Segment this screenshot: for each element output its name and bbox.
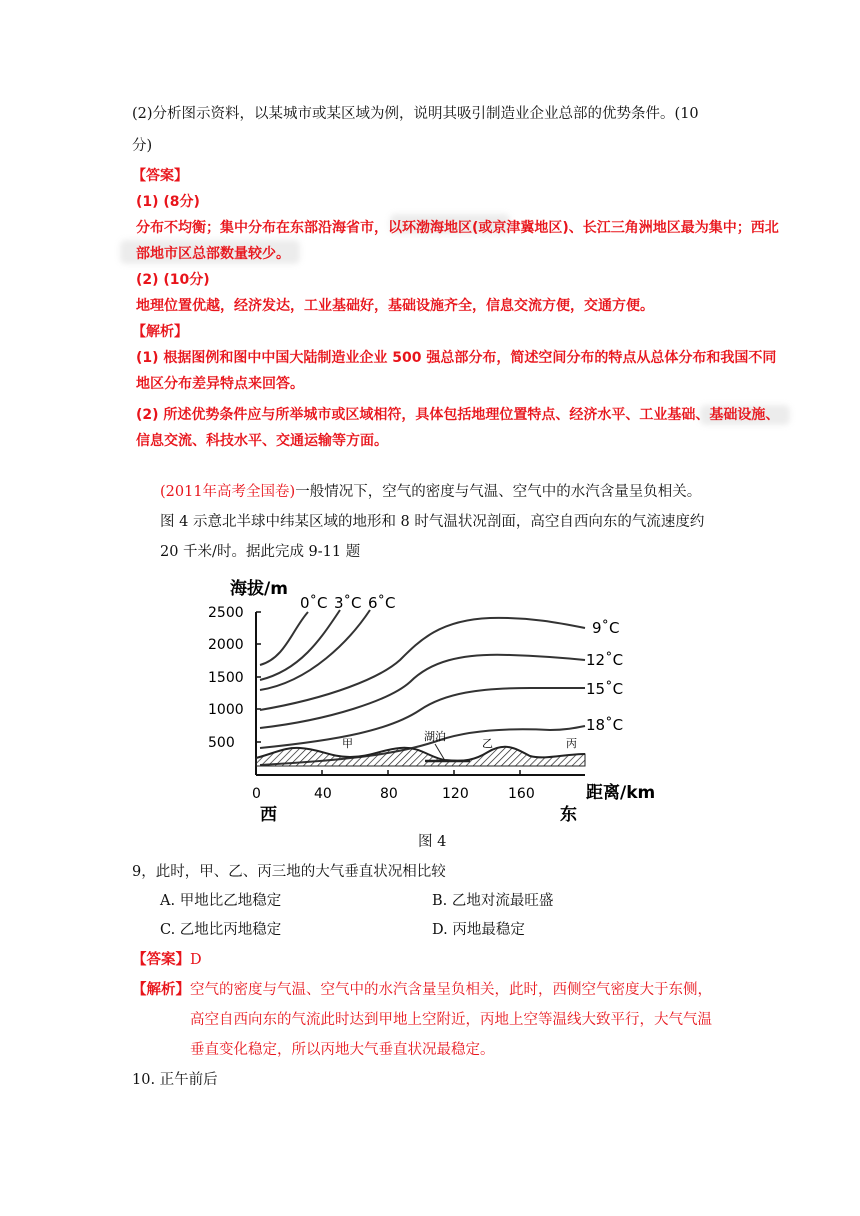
place-bing: 丙: [566, 737, 577, 750]
lake-label: 湖泊: [424, 730, 446, 743]
intro-source: (2011年高考全国卷): [160, 484, 296, 500]
intro-line2: 图 4 示意北半球中纬某区域的地形和 8 时气温状况剖面，高空自西向东的气流速度约: [160, 514, 705, 530]
analysis-tag: 【解析】: [132, 324, 188, 340]
analysis-2-line2: 信息交流、科技水平、交通运输等方面。: [136, 433, 388, 449]
y-tick-label: 2000: [208, 637, 244, 653]
analysis-1-line1: (1) 根据图例和图中中国大陆制造业企业 500 强总部分布，简述空间分布的特点从总体分布和我国不同: [136, 350, 777, 366]
figure-caption: 图 4: [418, 834, 447, 850]
y-tick-label: 500: [208, 735, 235, 751]
isotherm-12c: [260, 655, 585, 728]
isotherm-label-9c: 9˚C: [592, 619, 620, 637]
intro-line1: [160, 482, 701, 502]
isotherm-6c: [260, 610, 370, 690]
q2-line1: (2)分析图示资料，以某城市或某区域为例，说明其吸引制造业企业总部的优势条件。(10: [132, 106, 699, 122]
answer-tag: 【答案】: [132, 168, 188, 184]
isotherm-0c: [260, 612, 308, 665]
x-tick-label: 80: [380, 786, 398, 802]
q9-answer-tag: 【答案】: [132, 952, 190, 968]
analysis-2-line1: (2) 所述优势条件应与所举城市或区域相符，具体包括地理位置特点、经济水平、工业基础、基础设施、: [136, 407, 780, 423]
answer-p2-label: (2) (10分): [136, 272, 210, 288]
q9-analysis-text1: 空气的密度与气温、空气中的水汽含量呈负相关，此时，西侧空气密度大于东侧，: [190, 982, 712, 998]
y-ticks: [208, 605, 261, 751]
x-tick-label: 0: [252, 786, 261, 802]
place-jia: 甲: [342, 737, 353, 750]
intro-line3: 20 千米/时。据此完成 9-11 题: [160, 544, 361, 560]
q9-analysis-line3: 垂直变化稳定，所以丙地大气垂直状况最稳定。: [190, 1042, 495, 1058]
answer-p1-line2: 部地市区总部数量较少。: [136, 246, 290, 262]
isotherm-9c: [260, 618, 585, 710]
east-label: 东: [560, 805, 577, 825]
x-tick-label: 120: [442, 786, 469, 802]
isotherm-15c: [260, 688, 585, 748]
q9-analysis-tag: 【解析】: [132, 982, 190, 998]
isotherm-label-15c: 15˚C: [586, 680, 624, 698]
analysis-1-line2: 地区分布差异特点来回答。: [136, 376, 304, 392]
x-axis-label: 距离/km: [586, 783, 656, 803]
isotherm-label-3c: 3˚C: [334, 594, 362, 612]
place-yi: 乙: [482, 737, 493, 750]
y-tick-label: 1500: [208, 670, 244, 686]
q9-analysis-line1: [132, 980, 712, 1000]
isotherm-label-6c: 6˚C: [368, 594, 396, 612]
q9-option-d: D. 丙地最稳定: [432, 922, 525, 938]
isotherm-3c: [260, 610, 340, 680]
y-tick-label: 1000: [208, 702, 244, 718]
isotherm-label-0c: 0˚C: [300, 594, 328, 612]
answer-p1-line1: 分布不均衡；集中分布在东部沿海省市，以环渤海地区(或京津冀地区)、长江三角洲地区最为集中；西北: [136, 220, 779, 236]
q9-stem: 9，此时，甲、乙、丙三地的大气垂直状况相比较: [132, 864, 446, 880]
x-tick-label: 40: [314, 786, 332, 802]
q9-answer-value: D: [190, 952, 202, 968]
q9-option-b: B. 乙地对流最旺盛: [432, 893, 554, 909]
y-axis-label: 海拔/m: [230, 579, 288, 599]
x-tick-label: 160: [508, 786, 535, 802]
figure-4-cross-section: [208, 570, 670, 830]
west-label: 西: [260, 805, 277, 825]
isotherm-label-18c: 18˚C: [586, 716, 624, 734]
q9-option-a: A. 甲地比乙地稳定: [160, 893, 282, 909]
q9-answer: [132, 950, 202, 970]
q10-stem: 10. 正午前后: [132, 1072, 218, 1088]
answer-p1-label: (1) (8分): [136, 194, 200, 210]
intro-line1-rest: 一般情况下，空气的密度与气温、空气中的水汽含量呈负相关。: [295, 484, 702, 500]
answer-p2-text: 地理位置优越，经济发达，工业基础好，基础设施齐全，信息交流方便，交通方便。: [136, 298, 654, 314]
y-tick-label: 2500: [208, 605, 244, 621]
q9-analysis-line2: 高空自西向东的气流此时达到甲地上空附近，丙地上空等温线大致平行，大气气温: [190, 1012, 712, 1028]
q2-line2: 分): [132, 138, 153, 154]
isotherm-label-12c: 12˚C: [586, 651, 624, 669]
q9-option-c: C. 乙地比丙地稳定: [160, 922, 282, 938]
